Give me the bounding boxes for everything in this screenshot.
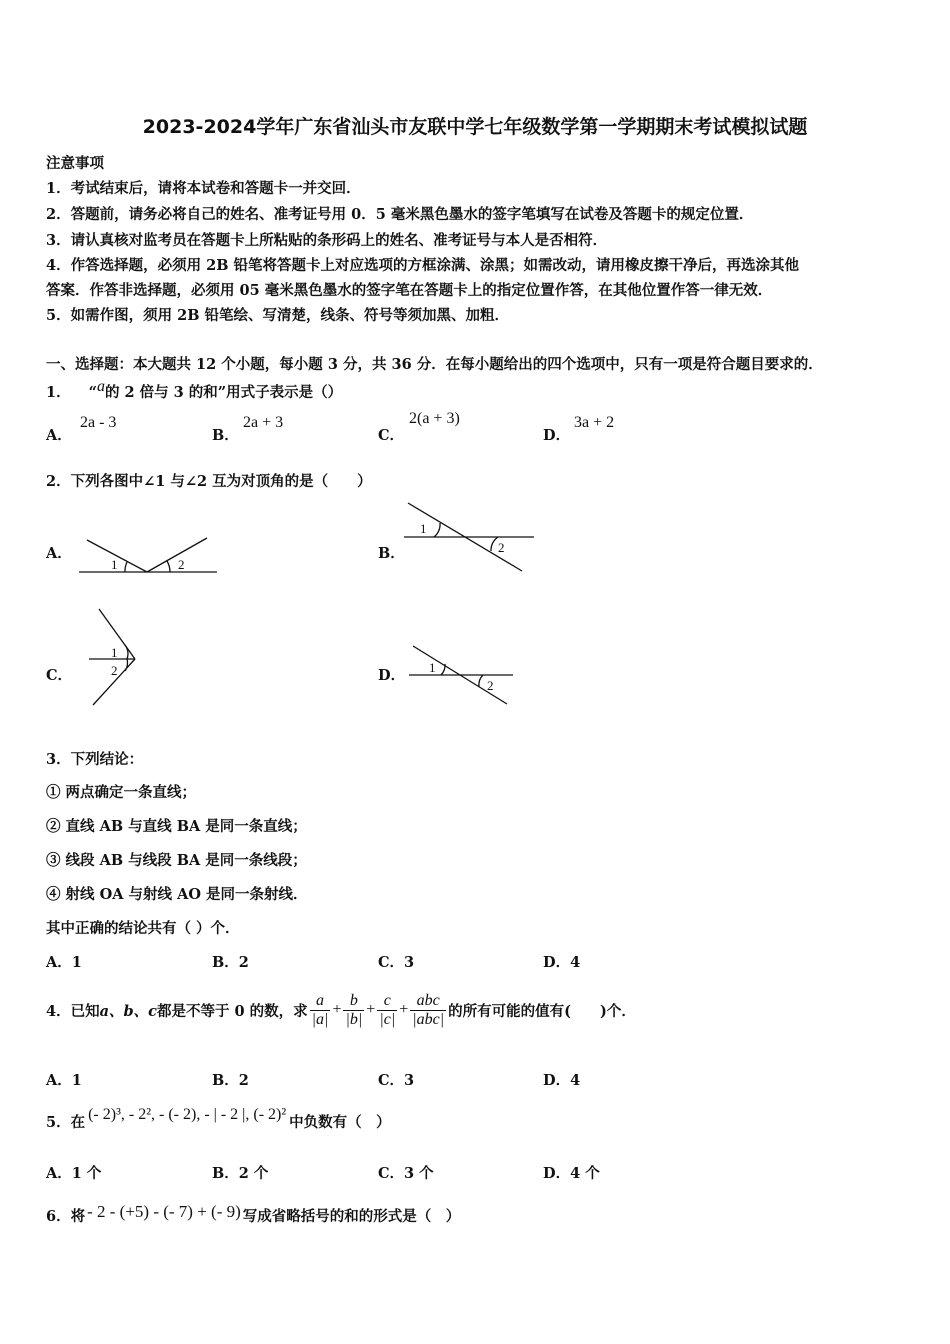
option-b: B． [212,427,239,444]
angle-1-label: 1 [429,660,436,675]
statement-2: ② 直线 AB 与直线 BA 是同一条直线； [46,818,307,835]
question-3: 3．下列结论： [46,751,144,768]
notice-item: 2．答题前，请务必将自己的姓名、准考证号用 0．5 毫米黑色墨水的签字笔填写在试卷及答题卡的规定位置． [46,206,754,223]
angle-2-label: 2 [111,663,118,678]
question-1: 1． “$^a$的 2 倍与 3 的和”用式子表示是（） [46,378,343,401]
option-d: D． [543,427,571,444]
option-a: A． [46,427,72,444]
notice-heading: 注意事项 [46,155,104,172]
option-b: B．2 [212,1072,249,1089]
option-d: D．4 [543,1072,581,1089]
figure-c [85,605,145,710]
figure-a-label: A． [46,545,72,562]
notice-item: 答案．作答非选择题，必须用 05 毫米黑色墨水的签字笔在答题卡上的指定位置作答，在其他位置作答一律无效． [46,282,773,299]
option-c: C． [378,427,405,444]
angle-1-label: 1 [111,645,118,660]
question-5: 5．在 (- 2)³, - 2², - (- 2), - | - 2 |, (- 2)² 中负数有（ ） [46,1106,391,1131]
question-2: 2．下列各图中∠1 与∠2 互为对顶角的是（ ） [46,473,372,490]
option-d: D．4 [543,954,581,971]
question-6: 6．将 - 2 - (+5) - (- 7) + (- 9) 写成省略括号的和的形式是（ ） [46,1202,461,1225]
option-c-expr: 2(a + 3) [409,410,460,427]
figure-d-label: D． [378,667,406,684]
option-a: A．1 [46,954,82,971]
option-c: C．3 [378,1072,415,1089]
notice-item: 5．如需作图，须用 2B 铅笔绘、写清楚，线条、符号等须加黑、加粗． [46,307,510,324]
option-a-expr: 2a - 3 [80,414,117,431]
option-a: A．1 [46,1072,82,1089]
angle-1-label: 1 [111,557,118,572]
angle-2-label: 2 [178,557,185,572]
figure-c-label: C． [46,667,73,684]
page-title: 2023-2024学年广东省汕头市友联中学七年级数学第一学期期末考试模拟试题 [142,116,808,138]
option-b-expr: 2a + 3 [243,414,284,431]
figure-b-label: B． [378,545,405,562]
statement-1: ① 两点确定一条直线； [46,784,197,801]
section-heading: 一、选择题：本大题共 12 个小题，每小题 3 分，共 36 分．在每小题给出的四个选项中，只有一项是符合题目要求的． [46,356,823,373]
question-3-ask: 其中正确的结论共有（ ）个． [46,920,240,937]
figure-d [405,640,520,710]
figure-b [400,495,540,575]
option-a: A．1 个 [46,1165,102,1182]
option-d-expr: 3a + 2 [574,414,615,431]
option-c: C．3 [378,954,415,971]
option-b: B．2 个 [212,1165,269,1182]
angle-1-label: 1 [420,521,427,536]
option-c: C．3 个 [378,1165,434,1182]
angle-2-label: 2 [498,540,505,555]
notice-item: 1．考试结束后，请将本试卷和答题卡一并交回． [46,180,361,197]
figure-a [75,530,225,580]
statement-3: ③ 线段 AB 与线段 BA 是同一条线段； [46,852,307,869]
notice-item: 3．请认真核对监考员在答题卡上所粘贴的条形码上的姓名、准考证号与本人是否相符． [46,232,608,249]
notice-item: 4．作答选择题，必须用 2B 铅笔将答题卡上对应选项的方框涂满、涂黑；如需改动，请用橡皮擦干净后，再选涂其他 [46,257,800,274]
option-d: D．4 个 [543,1165,600,1182]
question-4: 4．已知 a、b、c 都是不等于 0 的数，求 $\frac{a}{|a|}$ + $\frac{b}{|b|}$ + $\frac{c}{|c|}$ + $\frac{\text{abc}}{\text{|abc|}}$ 的所有可能的值有( )个． [46,991,636,1028]
angle-2-label: 2 [487,678,494,693]
option-b: B．2 [212,954,249,971]
statement-4: ④ 射线 OA 与射线 AO 是同一条射线． [46,886,308,903]
